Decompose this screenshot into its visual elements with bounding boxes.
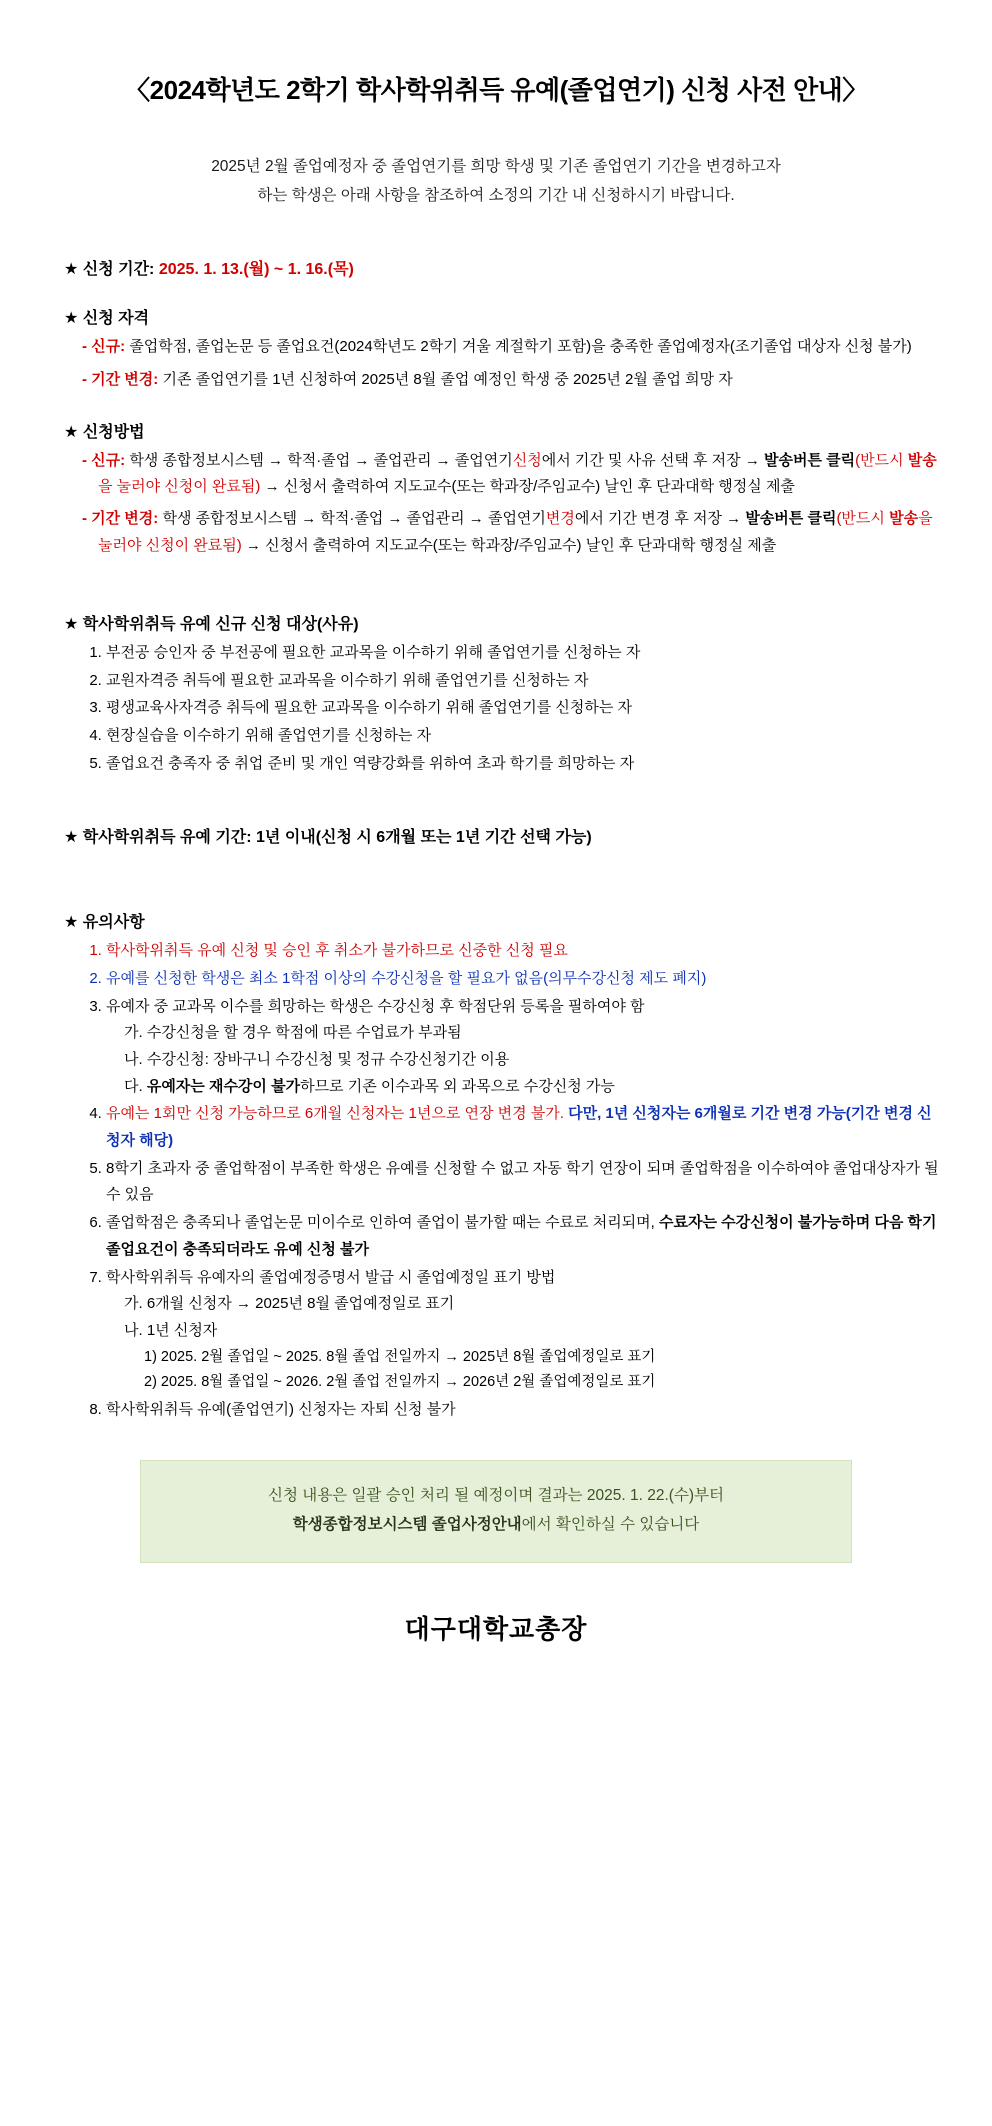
notice-line-1: 신청 내용은 일괄 승인 처리 될 예정이며 결과는 2025. 1. 22.(수)부터 <box>267 1486 725 1504</box>
section-targets <box>48 611 944 777</box>
method-new-part3: → 신청서 출력하여 지도교수(또는 학과장/주임교수) 날인 후 단과대학 행정실 제출 <box>260 478 795 496</box>
list-item: 5. 8학기 초과자 중 졸업학점이 부족한 학생은 유예를 신청할 수 없고 자동 학기 연장이 되며 졸업학점을 이수하여야 졸업대상자가 될 수 있음 <box>106 1156 944 1209</box>
duration-heading: ★ 학사학위취득 유예 기간: 1년 이내(신청 시 6개월 또는 1년 기간 선택 가능) <box>64 829 592 847</box>
list-item: 2. 유예를 신청한 학생은 최소 1학점 이상의 수강신청을 할 필요가 없음(의무수강신청 제도 폐지) <box>106 966 944 993</box>
note-6-head: 졸업학점은 충족되나 졸업논문 미이수로 인하여 졸업이 불가할 때는 수료로 처리되며, <box>106 1214 659 1232</box>
notice-line-2-rest: 에서 확인하실 수 있습니다 <box>521 1516 700 1534</box>
note-3-sub-a: 가. 수강신청을 할 경우 학점에 따른 수업료가 부과됨 <box>124 1024 462 1042</box>
qualification-item-change-label: - 기간 변경: <box>82 370 163 388</box>
section-qualification <box>48 305 944 393</box>
note-4-blue: 다만, 1년 신청자는 6개월로 기간 변경 가능(기간 변경 신청자 해당) <box>106 1105 932 1150</box>
signature: 대구대학교총장 <box>404 1613 588 1644</box>
targets-list <box>48 640 944 777</box>
notice-line-2-strong: 학생종합정보시스템 졸업사정안내 <box>292 1516 522 1534</box>
qualification-item-new <box>82 334 944 360</box>
qualification-item-change-text: 기존 졸업연기를 1년 신청하여 2025년 8월 졸업 예정인 학생 중 2025년 2월 졸업 희망 자 <box>162 370 733 388</box>
method-new-part2: 에서 기간 및 사유 선택 후 저장 → <box>541 451 764 469</box>
list-item: 1. 학사학위취득 유예 신청 및 승인 후 취소가 불가하므로 신중한 신청 필요 <box>106 938 944 965</box>
note-7-sub-b-1: 1) 2025. 2월 졸업일 ~ 2025. 8월 졸업 전일까지 → 2025년 8월 졸업예정일로 표기 <box>144 1348 656 1365</box>
note-3-sub-c-prefix: 다. <box>124 1077 147 1095</box>
list-item: 1. 부전공 승인자 중 부전공에 필요한 교과목을 이수하기 위해 졸업연기를 신청하는 자 <box>106 640 944 667</box>
note-3-text: 유예자 중 교과목 이수를 희망하는 학생은 수강신청 후 학점단위 등록을 필하여야 함 <box>106 997 645 1015</box>
method-change-part1: 학생 종합정보시스템 → 학적·졸업 → 졸업관리 → 졸업연기 <box>162 510 546 528</box>
list-item: 4. 현장실습을 이수하기 위해 졸업연기를 신청하는 자 <box>106 723 944 750</box>
method-new-paren-open: (반드시 <box>855 451 908 469</box>
method-heading: ★ 신청방법 <box>64 423 145 441</box>
list-item: 3. 평생교육사자격증 취득에 필요한 교과목을 이수하기 위해 졸업연기를 신청하는 자 <box>106 695 944 722</box>
period-heading-value: 2025. 1. 13.(월) ~ 1. 16.(목) <box>158 261 354 279</box>
method-item-change-label: - 기간 변경: <box>82 510 163 528</box>
method-change-paren-strong: 발송 <box>889 510 919 528</box>
period-heading <box>64 256 944 279</box>
intro-line-2: 하는 학생은 아래 사항을 참조하여 소정의 기간 내 신청하시기 바랍니다. <box>257 186 735 204</box>
note-7-sub-b-2: 2) 2025. 8월 졸업일 ~ 2026. 2월 졸업 전일까지 → 2026년 2월 졸업예정일로 표기 <box>144 1374 656 1391</box>
notes-list <box>48 938 944 1424</box>
note-3-sub-c-rest: 하므로 기존 이수과목 외 과목으로 수강신청 가능 <box>300 1077 615 1095</box>
method-new-part1: 학생 종합정보시스템 → 학적·졸업 → 졸업관리 → 졸업연기 <box>129 451 513 469</box>
intro-line-1: 2025년 2월 졸업예정자 중 졸업연기를 희망 학생 및 기존 졸업연기 기간을 변경하고자 <box>211 158 781 175</box>
method-item-change <box>82 506 944 559</box>
note-4-red: 유예는 1회만 신청 가능하므로 6개월 신청자는 1년으로 연장 변경 불가. <box>106 1105 569 1123</box>
qualification-item-new-label: - 신규: <box>82 338 130 356</box>
note-7-sub-a: 가. 6개월 신청자 → 2025년 8월 졸업예정일로 표기 <box>124 1295 455 1313</box>
notice-line-2 <box>151 1510 841 1539</box>
method-item-new-label: - 신규: <box>82 451 130 469</box>
notes-heading: ★ 유의사항 <box>64 914 145 932</box>
qualification-item-change <box>82 367 944 393</box>
list-item <box>106 994 944 1101</box>
targets-heading: ★ 학사학위취득 유예 신규 신청 대상(사유) <box>64 615 359 633</box>
note-7-text: 학사학위취득 유예자의 졸업예정증명서 발급 시 졸업예정일 표기 방법 <box>106 1268 556 1286</box>
qualification-heading: ★ 신청 자격 <box>64 310 150 328</box>
note-3-sub-c-bold1: 유예자는 재수강이 <box>146 1077 267 1095</box>
list-item <box>106 1265 944 1397</box>
list-item: 2. 교원자격증 취득에 필요한 교과목을 이수하기 위해 졸업연기를 신청하는 자 <box>106 668 944 695</box>
method-new-paren-strong: 발송 <box>907 451 937 469</box>
method-change-send-button-text: 발송버튼 클릭 <box>745 510 837 528</box>
method-change-paren-open: (반드시 <box>836 510 890 528</box>
method-change-part1-highlight: 변경 <box>545 510 575 528</box>
method-item-new <box>82 448 944 501</box>
list-item <box>106 1101 944 1154</box>
list-item: 5. 졸업요건 충족자 중 취업 준비 및 개인 역량강화를 위하여 초과 학기를 희망하는 자 <box>106 751 944 778</box>
list-item: 8. 학사학위취득 유예(졸업연기) 신청자는 자퇴 신청 불가 <box>106 1397 944 1424</box>
notice-box <box>140 1460 852 1563</box>
method-change-paren-rest: 을 눌러야 신청이 완료됨) <box>98 510 933 554</box>
note-3-sub-b: 나. 수강신청: 장바구니 수강신청 및 정규 수강신청기간 이용 <box>124 1051 510 1069</box>
section-method <box>48 419 944 559</box>
section-period <box>48 256 944 279</box>
period-heading-label: ★ 신청 기간: <box>64 261 159 279</box>
note-6-bold: 수료자는 수강신청이 불가능하며 다음 학기 졸업요건이 충족되더라도 유예 신청 불가 <box>106 1214 937 1258</box>
method-new-send-button-text: 발송버튼 클릭 <box>764 451 856 469</box>
list-item <box>106 1210 944 1263</box>
section-notes <box>48 909 944 1424</box>
note-7-sub-b: 나. 1년 신청자 <box>124 1321 218 1339</box>
method-new-part1-highlight: 신청 <box>512 451 542 469</box>
method-change-part2: 에서 기간 변경 후 저장 → <box>574 510 746 528</box>
qualification-item-new-text: 졸업학점, 졸업논문 등 졸업요건(2024학년도 2학기 겨울 계절학기 포함)을 충족한 졸업예정자(조기졸업 대상자 신청 불가) <box>129 338 912 356</box>
intro-paragraph <box>104 153 888 210</box>
note-3-sub-c <box>124 1074 944 1101</box>
section-duration <box>48 824 944 847</box>
method-change-part3: → 신청서 출력하여 지도교수(또는 학과장/주임교수) 날인 후 단과대학 행정실 제출 <box>241 536 777 554</box>
page-title: 〈2024학년도 2학기 학사학위취득 유예(졸업연기) 신청 사전 안내〉 <box>124 75 868 105</box>
method-new-paren-rest: 을 눌러야 신청이 완료됨) <box>98 478 261 496</box>
note-3-sub-c-bold2: 불가 <box>266 1077 301 1095</box>
